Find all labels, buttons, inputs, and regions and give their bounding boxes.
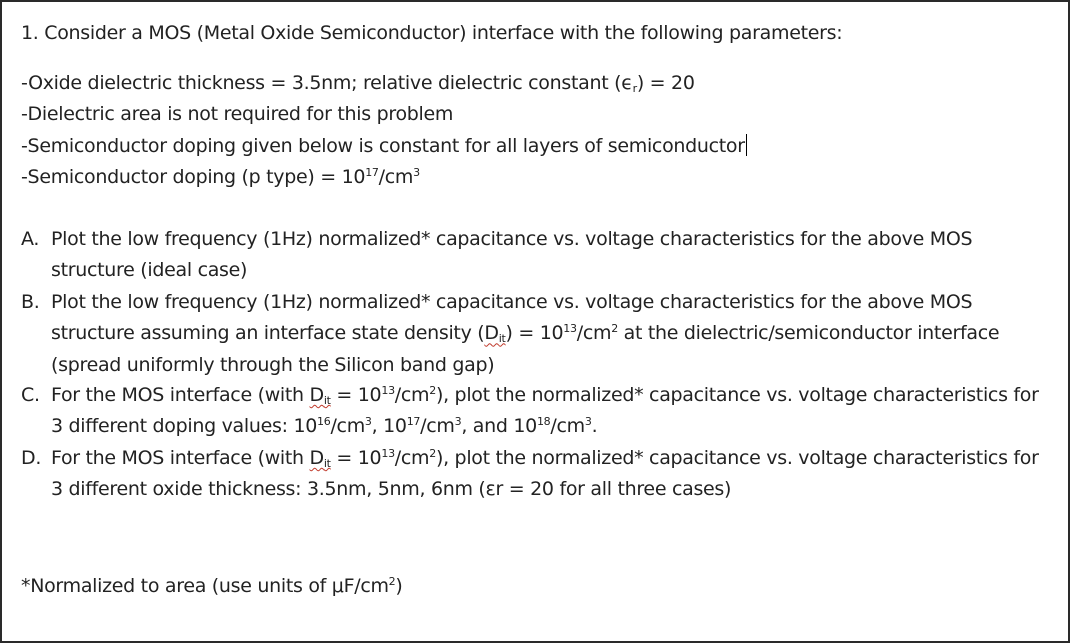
list-item-a bbox=[21, 224, 1051, 287]
list-letter: B. bbox=[21, 291, 40, 313]
param-doping-value: -Semiconductor doping (p type) = $10^{17}/cm^3$ bbox=[21, 166, 420, 188]
list-item-text: For the MOS interface (with $D_{it} = 10^{13}/cm^2$), plot the normalized* capacitance vs. voltage characteristics for 3 different oxide thickness: 3.5nm, 5nm, 6nm (εr = 20 for all three cases) bbox=[51, 447, 1039, 501]
list-item-text: For the MOS interface (with $D_{it} = 10^{13}/cm^2$), plot the normalized* capacitance vs. voltage characteristics for 3 different doping values: $10^{16}/cm^3$, $10^{17}/cm^3$, and $10^{18}/cm^3$. bbox=[51, 384, 1039, 438]
list-item-d bbox=[21, 443, 1051, 506]
text-cursor bbox=[746, 134, 747, 156]
list-item-text: Plot the low frequency (1Hz) normalized* capacitance vs. voltage characteristics for the above MOS structure (ideal case) bbox=[51, 228, 973, 282]
list-item-b bbox=[21, 287, 1051, 381]
question-title: 1. Consider a MOS (Metal Oxide Semiconductor) interface with the following parameters: bbox=[21, 22, 843, 44]
param-dielectric-area: -Dielectric area is not required for this problem bbox=[21, 103, 454, 125]
param-doping-constant[interactable]: -Semiconductor doping given below is constant for all layers of semiconductor bbox=[21, 135, 745, 157]
spellcheck-word: $D_{it}$ bbox=[484, 322, 506, 346]
spellcheck-word: $D_{it}$ bbox=[309, 384, 331, 407]
list-letter: A. bbox=[21, 228, 40, 250]
footnote: *Normalized to area (use units of $\mu F/cm^2$) bbox=[21, 575, 403, 597]
list-letter: C. bbox=[21, 384, 40, 406]
spellcheck-word: $D_{it}$ bbox=[309, 447, 331, 470]
param-oxide-thickness: -Oxide dielectric thickness = 3.5nm; relative dielectric constant $(\epsilon_r) = 20$ bbox=[21, 72, 695, 95]
list-letter: D. bbox=[21, 447, 42, 469]
list-item-c bbox=[21, 380, 1051, 443]
list-item-text: Plot the low frequency (1Hz) normalized* capacitance vs. voltage characteristics for the above MOS structure assuming an interface state density $(D_{it}) = 10^{13}/cm^2$ at the dielectric/semiconductor interface (spread uniformly through the Silicon band gap) bbox=[51, 291, 1000, 376]
